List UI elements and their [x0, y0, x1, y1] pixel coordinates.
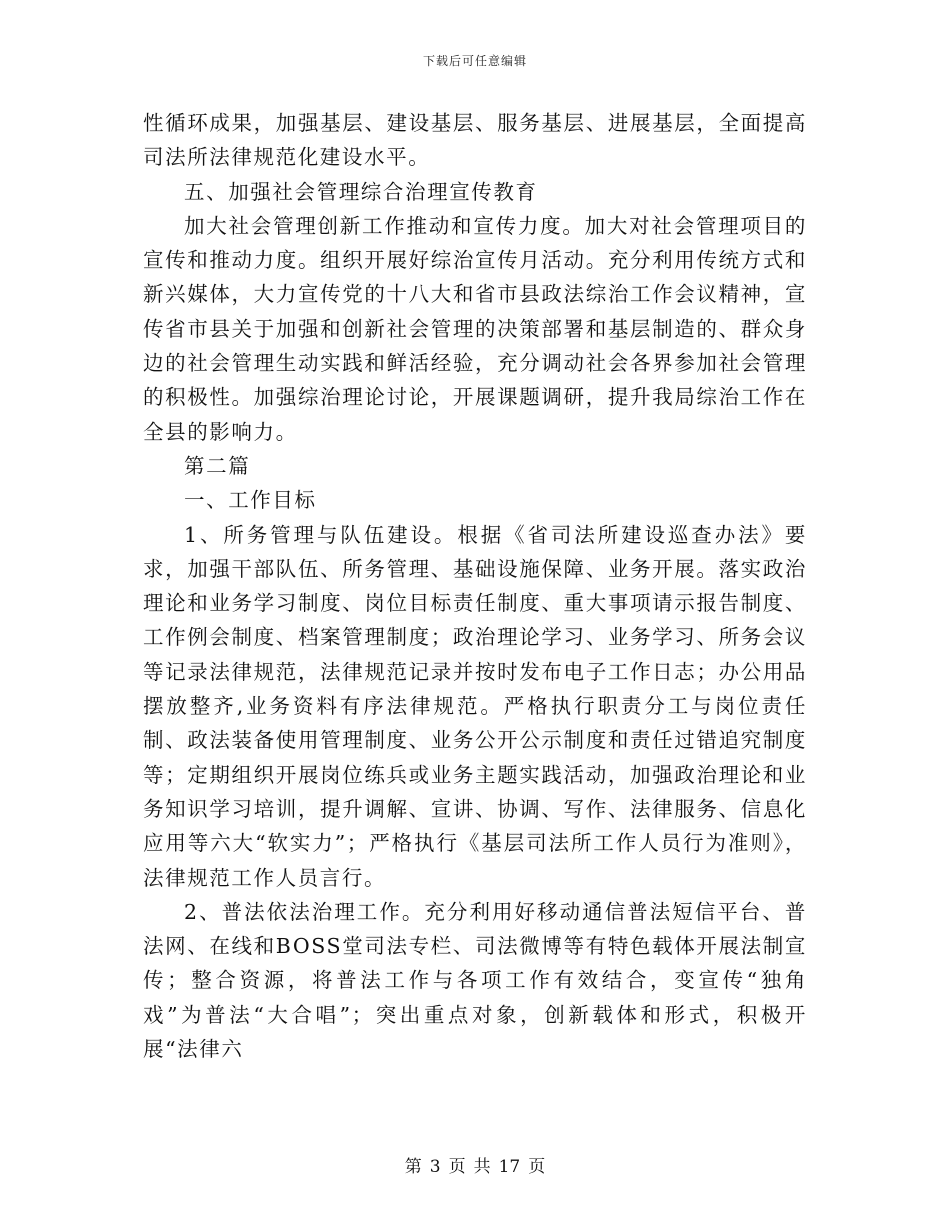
paragraph-continuation: 性循环成果，加强基层、建设基层、服务基层、进展基层，全面提高司法所法律规范化建设水平。: [143, 111, 807, 170]
footer-prefix: 第: [404, 1157, 422, 1177]
paragraph-office-management: 1、所务管理与队伍建设。根据《省司法所建设巡查办法》要求，加强干部队伍、所务管理、基础设施保障、业务开展。落实政治理论和业务学习制度、岗位目标责任制度、重大事项请示报告制度、工作例会制度、档案管理制度；政治理论学习、业务学习、所务会议等记录法律规范，法律规范记录并按时发布电子工作日志；办公用品摆放整齐,业务资料有序法律规范。严格执行职责分工与岗位责任制、政法装备使用管理制度、业务公开公示制度和责任过错追究制度等；定期组织开展岗位练兵或业务主题实践活动，加强政治理论和业务知识学习培训，提升调解、宣讲、协调、写作、法律服务、信息化应用等六大“软实力”；严格执行《基层司法所工作人员行为准则》，法律规范工作人员言行。: [143, 522, 807, 890]
footer-total-word: 共: [473, 1157, 491, 1177]
section-heading-5: 五、加强社会管理综合治理宣传教育: [184, 179, 538, 204]
paragraph-publicity: 加大社会管理创新工作推动和宣传力度。加大对社会管理项目的宣传和推动力度。组织开展好综治宣传月活动。充分利用传统方式和新兴媒体，大力宣传党的十八大和省市县政法综治工作会议精神，宣传省市县关于加强和创新社会管理的决策部署和基层制造的、群众身边的社会管理生动实践和鲜活经验，充分调动社会各界参加社会管理的积极性。加强综治理论讨论，开展课题调研，提升我局综治工作在全县的影响力。: [143, 213, 807, 444]
footer-page-word: 页: [448, 1157, 466, 1177]
paragraph-legal-education: 2、普法依法治理工作。充分利用好移动通信普法短信平台、普法网、在线和BOSS堂司法专栏、司法微博等有特色载体开展法制宣传；整合资源，将普法工作与各项工作有效结合，变宣传“独角戏”为普法“大合唱”；突出重点对象，创新载体和形式，积极开展“法律六: [143, 899, 807, 1062]
footer-total-pages: 17: [498, 1157, 521, 1177]
footer-suffix: 页: [528, 1157, 546, 1177]
document-body: [143, 106, 807, 1066]
footer-current-page: 3: [429, 1157, 441, 1177]
part-heading-2: 第二篇: [184, 453, 251, 478]
page-header: 下载后可任意编辑: [422, 54, 527, 68]
page-footer: [0, 1152, 950, 1177]
section-heading-work-goals: 一、工作目标: [184, 488, 317, 513]
